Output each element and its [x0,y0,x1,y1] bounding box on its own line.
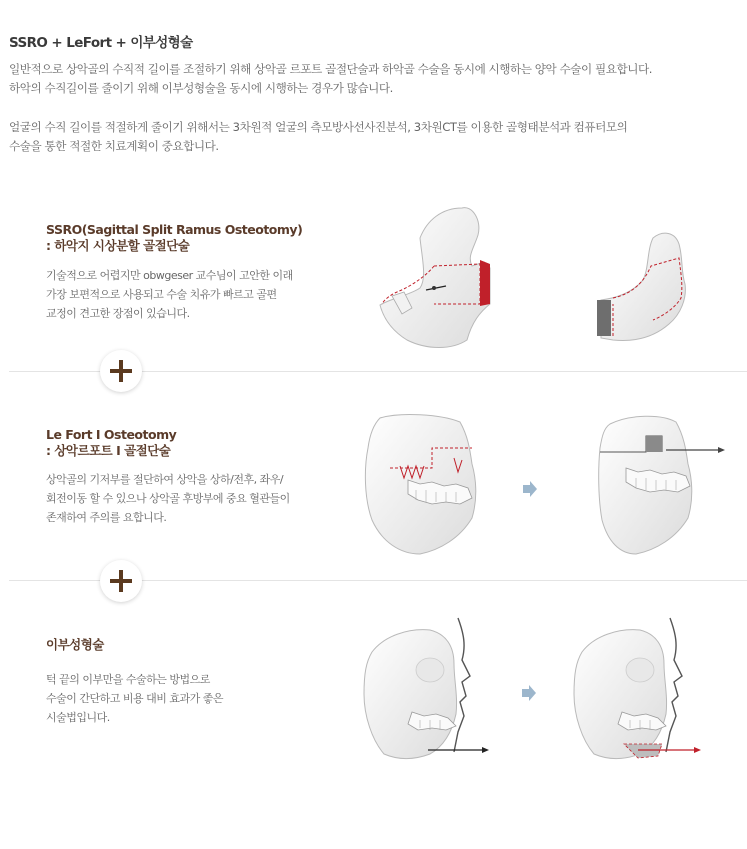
desc-line: 시술법입니다. [46,711,110,724]
section-title-genioplasty [46,637,104,653]
intro-paragraph-1 [9,60,745,98]
section-title-en: SSRO(Sagittal Split Ramus Osteotomy) [46,222,303,237]
desc-line: 회전이동 할 수 있으나 상악골 후방부에 중요 혈관들이 [46,492,290,505]
page-title: SSRO + LeFort + 이부성형술 [9,35,193,51]
desc-line: 기술적으로 어렵지만 obwgeser 교수님이 고안한 이래 [46,269,293,282]
section-title-ko: : 하악지 시상분할 골절단술 [46,238,190,253]
intro-line: 얼굴의 수직 길이를 적절하게 줄이기 위해서는 3차원적 얼굴의 측모방사선사진분석, 3차원CT를 이용한 골형태분석과 컴퓨터모의 [9,120,628,134]
section-title-en: Le Fort I Osteotomy [46,427,177,442]
intro-line: 하악의 수직길이를 줄이기 위해 이부성형술을 동시에 시행하는 경우가 많습니다. [9,81,393,95]
plus-badge [100,350,142,392]
ssro-after-illustration [583,228,698,348]
ssro-before-illustration [372,200,502,355]
plus-icon [100,350,142,392]
section-title-en: 이부성형술 [46,637,104,652]
section-desc-lefort [46,470,346,527]
arrow-right-icon [522,481,538,497]
desc-line: 가장 보편적으로 사용되고 수술 치유가 빠르고 골편 [46,288,277,301]
desc-line: 수술이 간단하고 비용 대비 효과가 좋은 [46,692,223,705]
intro-line: 일반적으로 상악골의 수직적 길이를 조절하기 위해 상악골 르포트 골절단술과 하악골 수술을 동시에 시행하는 양악 수술이 필요합니다. [9,62,652,76]
intro-paragraph-2 [9,118,745,156]
desc-line: 존재하여 주의를 요합니다. [46,511,167,524]
genioplasty-before-illustration [358,616,493,766]
desc-line: 교정이 견고한 장점이 있습니다. [46,307,190,320]
section-desc-ssro [46,266,346,323]
plus-icon [100,560,142,602]
section-title-lefort [46,427,176,459]
lefort-after-illustration [596,408,728,558]
desc-line: 상악골의 기저부를 절단하여 상악을 상하/전후, 좌우/ [46,473,284,486]
intro-line: 수술을 통한 적절한 치료계획이 중요합니다. [9,139,219,153]
section-title-ko: : 상악르포트 I 골절단술 [46,443,171,458]
section-title-ssro [46,222,302,254]
lefort-before-illustration [360,408,485,558]
osteotome-icon [432,286,436,290]
desc-line: 턱 끝의 이부만을 수술하는 방법으로 [46,673,210,686]
genioplasty-after-illustration [566,616,706,766]
plus-badge [100,560,142,602]
section-desc-genioplasty [46,670,346,727]
arrow-right-icon [521,685,537,701]
